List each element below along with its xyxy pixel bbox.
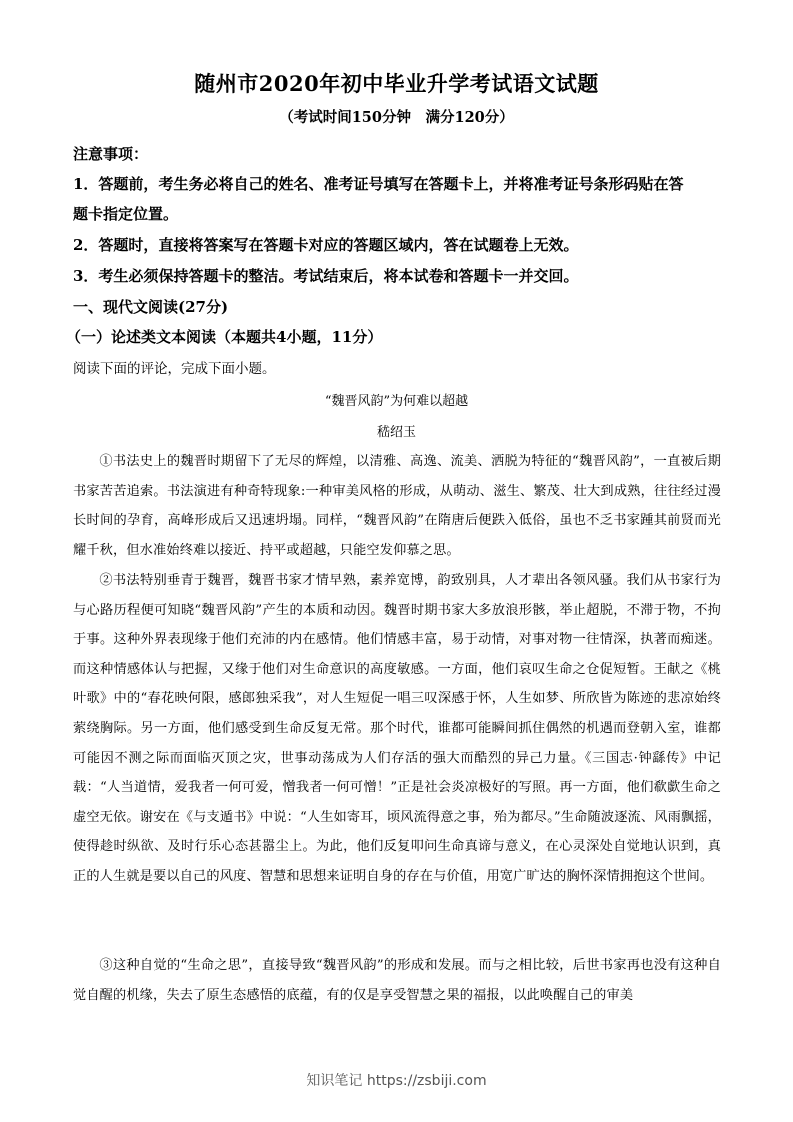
exam-title: 随州市2020年初中毕业升学考试语文试题 [194, 71, 599, 96]
section-heading: 一、现代文阅读(27分) [73, 298, 229, 316]
article-author: 嵇绍玉 [376, 425, 416, 440]
article-paragraph-1: ①书法史上的魏晋时期留下了无尽的辉煌，以清雅、高逸、流美、洒脱为特征的“魏晋风韵”，一直被后期书家苦苦追索。书法演进有种奇特现象:一种审美风格的形成，从萌动、滋生、繁茂、壮大到成熟，往往经过漫长时间的孕育，高峰形成后又迅速坍塌。同样，“魏晋风韵”在隋唐后便跌入低俗，虽也不乏书家踵其前贤而光耀千秋，但水准始终难以接近、持平或超越，只能空发仰慕之思。 [73, 454, 721, 558]
reading-instruction: 阅读下面的评论，完成下面小题。 [73, 361, 276, 377]
notice-item-3: 3．考生必须保持答题卡的整洁。考试结束后，将本试卷和答题卡一并交回。 [73, 267, 579, 285]
notice-item-1-line-2: 题卡指定位置。 [73, 205, 179, 223]
notice-heading: 注意事项： [73, 145, 149, 163]
notice-item-1-line-1: 1．答题前，考生务必将自己的姓名、准考证号填写在答题卡上，并将准考证号条形码贴在答 [73, 175, 684, 193]
subsection-heading: （一）论述类文本阅读（本题共4小题，11分） [66, 328, 383, 346]
footer-watermark: 知识笔记 https://zsbiji.com [306, 1073, 487, 1089]
article-title: “魏晋风韵”为何难以超越 [324, 394, 469, 409]
notice-item-2: 2．答题时，直接将答案写在答题卡对应的答题区域内，答在试题卷上无效。 [73, 236, 579, 254]
article-paragraph-3: ③这种自觉的“生命之思”，直接导致“魏晋风韵”的形成和发展。而与之相比较，后世书家再也没有这种自觉自醒的机缘，失去了原生态感悟的底蕴，有的仅是享受智慧之果的福报，以此唤醒自己的审美 [73, 958, 721, 1003]
article-paragraph-2: ②书法特别垂青于魏晋，魏晋书家才情早熟，素养宽博，韵致别具，人才辈出各领风骚。我们从书家行为与心路历程便可知晓“魏晋风韵”产生的本质和动因。魏晋时期书家大多放浪形骸，举止超脱，不滞于物，不拘于事。这种外界表现缘于他们充沛的内在感情。他们情感丰富，易于动情，对事对物一往情深，执著而痴迷。而这种情感体认与把握，又缘于他们对生命意识的高度敏感。一方面，他们哀叹生命之仓促短暂。王献之《桃叶歌》中的“春花映何限，感郎独采我”，对人生短促一唱三叹深感于怀，人生如梦、所欣皆为陈迹的悲凉始终萦绕胸际。另一方面，他们感受到生命反复无常。那个时代，谁都可能瞬间抓住偶然的机遇而登朝入室，谁都可能因不测之际而面临灭顶之灾，世事动荡成为人们存活的强大而酷烈的异己力量。《三国志·钟繇传》中记载：“人当道情，爱我者一何可爱，憎我者一何可憎！”正是社会炎凉极好的写照。再一方面，他们欷歔生命之虚空无依。谢安在《与支遁书》中说：“人生如寄耳，顷风流得意之事，殆为都尽。”生命随波逐流、风雨飘摇，使得趁时纵欲、及时行乐心态甚嚣尘上。为此，他们反复叩问生命真谛与意义，在心灵深处自觉地认识到，真正的人生就是要以自己的风度、智慧和思想来证明自身的存在与价值，用宽广旷达的胸怀深情拥抱这个世间。 [73, 573, 721, 884]
exam-subtitle: （考试时间150分钟 满分120分） [279, 109, 514, 126]
